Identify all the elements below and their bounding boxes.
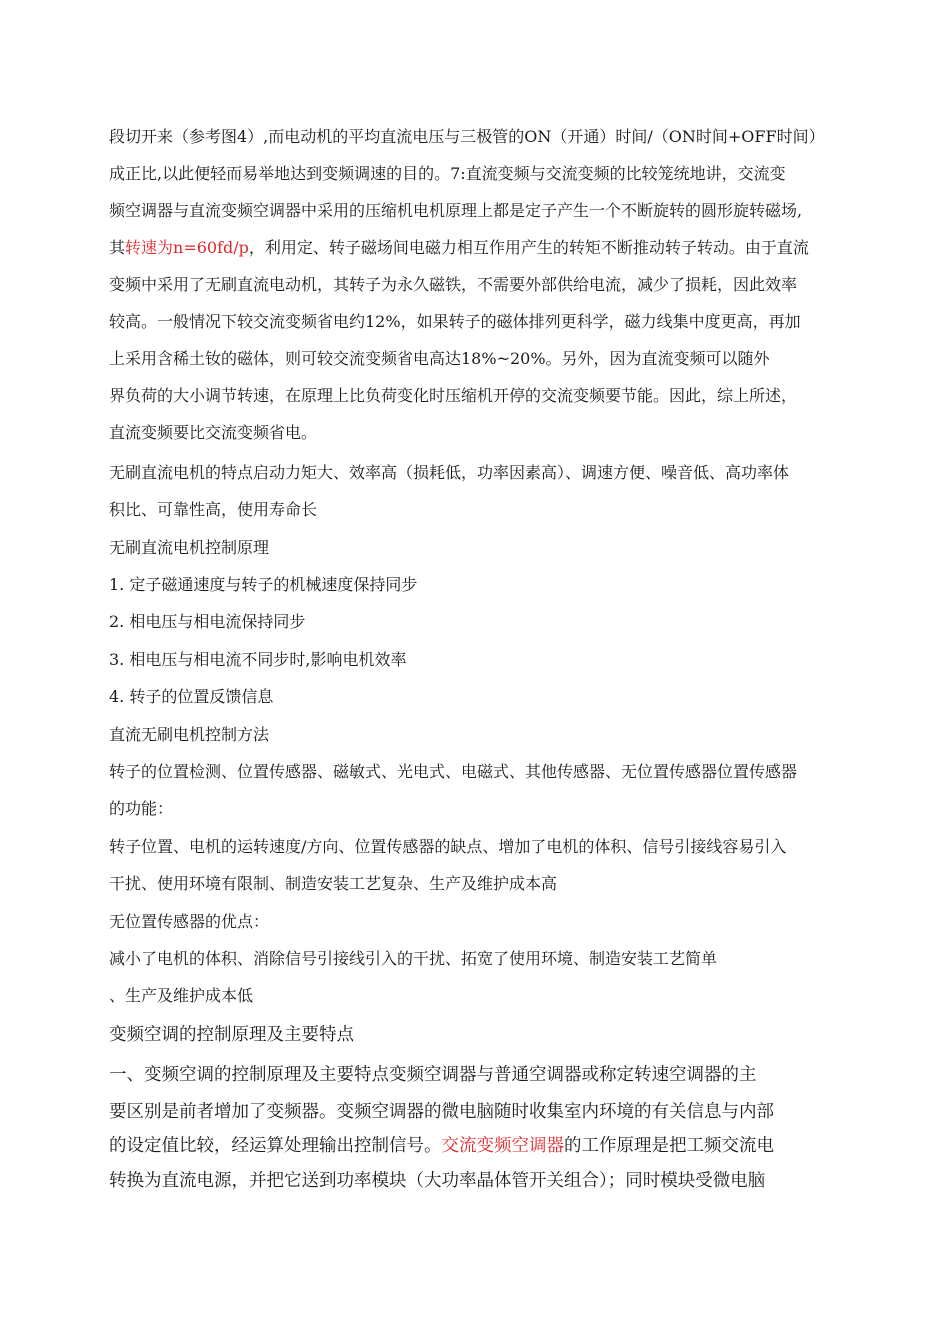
text-line: 转换为直流电源，并把它送到功率模块（大功率晶体管开关组合）；同时模块受微电脑: [109, 1171, 766, 1191]
text-line: 减小了电机的体积、消除信号引接线引入的干扰、拓宽了使用环境、制造安装工艺简单: [109, 949, 718, 968]
list-item: 1. 定子磁通速度与转子的机械速度保持同步: [109, 575, 418, 594]
heading: 直流无刷电机控制方法: [109, 725, 270, 744]
text-line: 变频中采用了无刷直流电动机，其转子为永久磁铁，不需要外部供给电流，减少了损耗，因此效率: [109, 275, 798, 294]
text-line: 段切开来（参考图4）,而电动机的平均直流电压与三极管的ON（开通）时间/（ON时间+OFF时间）: [109, 127, 825, 146]
text-line: 的功能：: [109, 799, 174, 818]
text-line: 无刷直流电机的特点启动力矩大、效率高（损耗低，功率因素高）、调速方便、噪音低、高功率体: [109, 463, 790, 482]
heading: 无位置传感器的优点：: [109, 912, 270, 931]
text-line: 直流变频要比交流变频省电。: [109, 423, 318, 442]
text-line: 界负荷的大小调节转速，在原理上比负荷变化时压缩机开停的交流变频要节能。因此，综上所述，: [109, 386, 798, 405]
text-line: 的设定值比较，经运算处理输出控制信号。交流变频空调器的工作原理是把工频交流电: [109, 1136, 774, 1156]
text-line: 较高。一般情况下较交流变频省电约12%，如果转子的磁体排列更科学，磁力线集中度更高，再加: [109, 312, 801, 331]
text-line: 成正比,以此便轻而易举地达到变频调速的目的。7:直流变频与交流变频的比较笼统地讲，交流变: [109, 164, 786, 183]
text-line: 频空调器与直流变频空调器中采用的压缩机电机原理上都是定子产生一个不断旋转的圆形旋转磁场,: [109, 201, 803, 220]
text-line: 干扰、使用环境有限制、制造安装工艺复杂、生产及维护成本高: [109, 874, 558, 893]
list-item: 4. 转子的位置反馈信息: [109, 687, 274, 706]
text-line: 其转速为n=60fd/p，利用定、转子磁场间电磁力相互作用产生的转矩不断推动转子转动。由于直流: [109, 238, 809, 257]
highlighted-text: 交流变频空调器: [441, 1136, 564, 1156]
text-line: 、生产及维护成本低: [109, 986, 254, 1005]
text-line: 一、变频空调的控制原理及主要特点变频空调器与普通空调器或称定转速空调器的主: [109, 1065, 757, 1085]
highlighted-text: 转速为n=60fd/p: [125, 238, 249, 257]
list-item: 3. 相电压与相电流不同步时,影响电机效率: [109, 650, 407, 669]
section-title: 变频空调的控制原理及主要特点: [109, 1025, 354, 1045]
heading: 无刷直流电机控制原理: [109, 538, 270, 557]
text-line: 转子位置、电机的运转速度/方向、位置传感器的缺点、增加了电机的体积、信号引接线容易引入: [109, 837, 787, 856]
text-line: 上采用含稀土钕的磁体，则可较交流变频省电高达18%~20%。另外，因为直流变频可以随外: [109, 349, 770, 368]
text-line: 转子的位置检测、位置传感器、磁敏式、光电式、电磁式、其他传感器、无位置传感器位置传感器: [109, 762, 798, 781]
text-line: 要区别是前者增加了变频器。变频空调器的微电脑随时收集室内环境的有关信息与内部: [109, 1102, 774, 1122]
list-item: 2. 相电压与相电流保持同步: [109, 612, 306, 631]
text-line: 积比、可靠性高，使用寿命长: [109, 500, 318, 519]
